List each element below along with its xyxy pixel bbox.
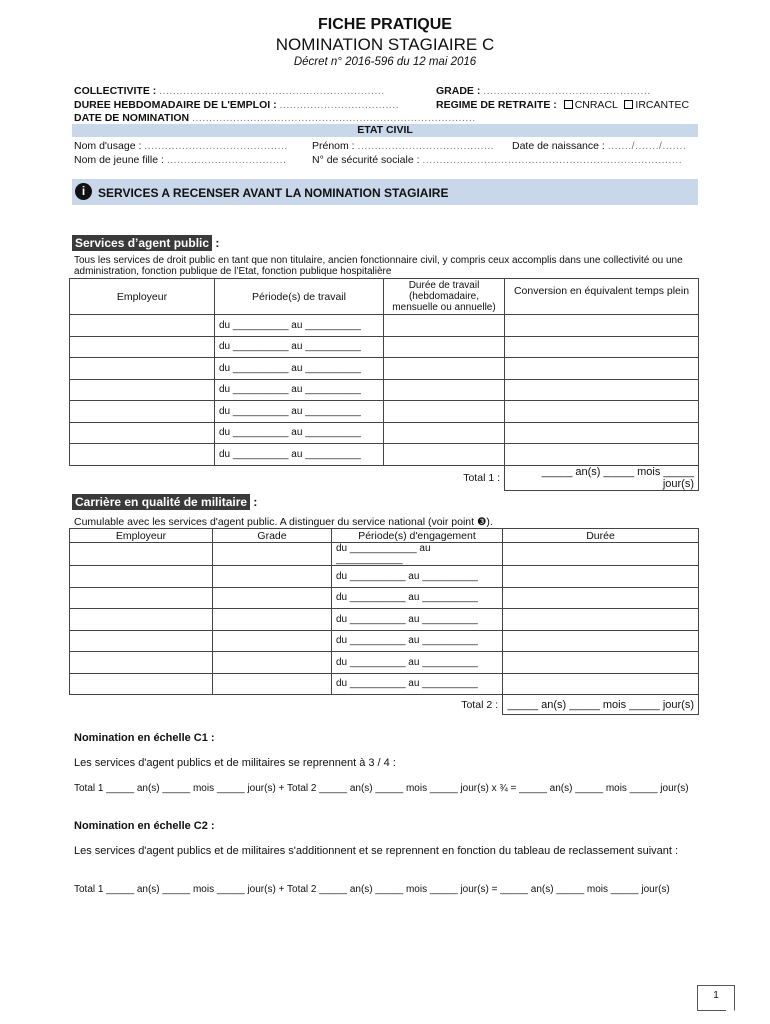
conversion-cell[interactable] [505,422,699,444]
duree-field[interactable] [74,99,399,111]
table-row [70,609,699,631]
nom-jeune-fille-dots: ................................... [166,154,287,166]
duree-cell[interactable] [503,587,699,609]
employeur-cell[interactable] [70,673,213,695]
grade-cell[interactable] [213,543,332,566]
grade-dots: ................................................. [483,85,651,97]
etat-civil-banner: ETAT CIVIL [72,124,698,137]
employeur-cell[interactable] [70,422,215,444]
duree-cell[interactable] [384,336,505,358]
c1-formula[interactable]: Total 1 _____ an(s) _____ mois _____ jour(s) + Total 2 _____ an(s) _____ mois _____ jour(s) x ¾ = _____ an(s) _____ mois _____ jour(s) [74,783,689,794]
employeur-cell[interactable] [70,379,215,401]
col-employeur: Employeur [70,279,215,315]
employeur-cell[interactable] [70,587,213,609]
agent-public-heading [72,236,219,250]
grade-label: GRADE : [436,85,481,97]
collectivite-label: COLLECTIVITE : [74,85,157,97]
duree-cell[interactable] [503,543,699,566]
grade-cell[interactable] [213,566,332,588]
table-row [70,673,699,695]
regime-field [436,99,689,111]
period-cell[interactable]: du __________ au __________ [215,422,384,444]
period-cell[interactable]: du __________ au __________ [332,587,503,609]
duree-cell[interactable] [384,358,505,380]
collectivite-field[interactable] [74,85,385,97]
grade-cell[interactable] [213,673,332,695]
page-number-box [697,985,735,1011]
prenom-field[interactable] [312,140,494,152]
page-subtitle: NOMINATION STAGIAIRE C [275,35,495,54]
prenom-dots: ........................................ [357,140,495,152]
nom-jeune-fille-field[interactable] [74,154,286,166]
secu-dots: ............................................................................ [422,154,683,166]
agent-public-header-row [70,279,699,315]
total2-value[interactable]: _____ an(s) _____ mois _____ jour(s) [503,695,699,715]
militaire-header-row [70,529,699,543]
date-naissance-value: ......./......./....... [607,140,687,152]
conversion-cell[interactable] [505,401,699,423]
services-banner [72,179,698,205]
agent-public-title: Services d’agent public [72,235,212,251]
employeur-cell[interactable] [70,358,215,380]
duree-cell[interactable] [384,401,505,423]
employeur-cell[interactable] [70,401,215,423]
table-row [70,444,699,466]
table-row [70,379,699,401]
duree-cell[interactable] [384,379,505,401]
date-nomination-label: DATE DE NOMINATION [74,112,190,124]
col-duree: Durée de travail (hebdomadaire, mensuelle ou annuelle) [384,279,505,315]
prenom-label: Prénom : [312,140,355,152]
employeur-cell[interactable] [70,543,213,566]
regime-label: REGIME DE RETRAITE : [436,99,557,111]
employeur-cell[interactable] [70,444,215,466]
period-cell[interactable]: du __________ au __________ [215,336,384,358]
conversion-cell[interactable] [505,444,699,466]
employeur-cell[interactable] [70,566,213,588]
employeur-cell[interactable] [70,630,213,652]
period-cell[interactable]: du __________ au __________ [332,609,503,631]
employeur-cell[interactable] [70,315,215,337]
employeur-cell[interactable] [70,609,213,631]
ircantec-checkbox[interactable] [624,100,633,109]
cnracl-checkbox[interactable] [564,100,573,109]
total2-row [70,695,699,715]
date-nomination-dots: ................................................................................... [192,112,476,124]
militaire-heading [72,495,257,509]
duree-dots: ................................... [279,99,400,111]
page-number: 1 [713,990,719,1001]
grade-field[interactable] [436,85,651,97]
date-naissance-label: Date de naissance : [512,140,605,152]
period-cell[interactable]: du ____________ au ____________ [332,543,503,566]
table-row [70,566,699,588]
period-cell[interactable]: du __________ au __________ [332,673,503,695]
total1-label: Total 1 : [384,465,505,490]
c2-title: Nomination en échelle C2 : [74,820,215,832]
period-cell[interactable]: du __________ au __________ [332,630,503,652]
total1-row [70,465,699,490]
duree-cell[interactable] [503,566,699,588]
total2-label: Total 2 : [332,695,503,715]
c1-text: Les services d'agent publics et de militaires se reprennent à 3 / 4 : [74,757,396,769]
duree-cell[interactable] [384,315,505,337]
col-m-periode: Période(s) d'engagement [332,529,503,543]
table-row [70,422,699,444]
decree-reference: Décret n° 2016-596 du 12 mai 2016 [293,56,477,68]
table-row [70,315,699,337]
conversion-cell[interactable] [505,315,699,337]
services-banner-text: SERVICES A RECENSER AVANT LA NOMINATION STAGIAIRE [98,186,449,200]
col-periode: Période(s) de travail [215,279,384,315]
table-row [70,543,699,566]
period-cell[interactable]: du __________ au __________ [332,652,503,674]
grade-cell[interactable] [213,609,332,631]
table-row [70,587,699,609]
nom-usage-field[interactable] [74,140,288,152]
info-circle-icon: i [75,183,92,200]
militaire-table [69,528,699,715]
date-nomination-field[interactable] [74,112,476,124]
secu-field[interactable] [312,154,682,166]
agent-public-description: Tous les services de droit public en tant que non titulaire, ancien fonctionnaire civil, y compris ceux accomplis dans une collectivité ou une administration, fonction publique de l’Etat, fonction publique hospitalière [74,255,683,277]
c2-formula[interactable]: Total 1 _____ an(s) _____ mois _____ jour(s) + Total 2 _____ an(s) _____ mois _____ jour(s) = _____ an(s) _____ mois _____ jour(s) [74,884,670,895]
conversion-cell[interactable] [505,358,699,380]
nom-usage-dots: .......................................... [144,140,288,152]
col-m-duree: Durée [503,529,699,543]
col-m-employeur: Employeur [70,529,213,543]
page-title: FICHE PRATIQUE [318,16,452,33]
agent-public-colon: : [215,236,220,250]
secu-label: N° de sécurité sociale : [312,154,420,166]
duree-cell[interactable] [384,422,505,444]
collectivite-dots: .................................................................. [159,85,385,97]
period-cell[interactable]: du __________ au __________ [215,379,384,401]
table-row [70,401,699,423]
period-cell[interactable]: du __________ au __________ [215,315,384,337]
period-cell[interactable]: du __________ au __________ [332,566,503,588]
table-row [70,630,699,652]
period-cell[interactable]: du __________ au __________ [215,444,384,466]
period-cell[interactable]: du __________ au __________ [215,401,384,423]
cnracl-label: CNRACL [574,99,618,111]
duree-cell[interactable] [384,444,505,466]
c2-text: Les services d'agent publics et de militaires s'additionnent et se reprennent en fonction du tableau de reclassement suivant : [74,845,679,857]
col-conversion: Conversion en équivalent temps plein [505,279,699,315]
date-naissance-field[interactable] [512,140,686,152]
grade-cell[interactable] [213,587,332,609]
period-cell[interactable]: du __________ au __________ [215,358,384,380]
duree-cell[interactable] [503,652,699,674]
agent-public-table [69,278,699,491]
employeur-cell[interactable] [70,336,215,358]
duree-cell[interactable] [503,673,699,695]
table-row [70,336,699,358]
conversion-cell[interactable] [505,336,699,358]
table-row [70,652,699,674]
militaire-colon: : [253,495,258,509]
ircantec-label: IRCANTEC [635,99,690,111]
duree-cell[interactable] [503,609,699,631]
c1-title: Nomination en échelle C1 : [74,732,215,744]
total1-value[interactable]: _____ an(s) _____ mois _____ jour(s) [505,465,699,490]
employeur-cell[interactable] [70,652,213,674]
table-row [70,358,699,380]
conversion-cell[interactable] [505,379,699,401]
nom-usage-label: Nom d'usage : [74,140,142,152]
page-corner-fold [726,1002,735,1011]
militaire-description: Cumulable avec les services d'agent public. A distinguer du service national (voir point ❸). [74,516,493,528]
nom-jeune-fille-label: Nom de jeune fille : [74,154,164,166]
duree-cell[interactable] [503,630,699,652]
militaire-title: Carrière en qualité de militaire [72,494,250,510]
duree-label: DUREE HEBDOMADAIRE DE L'EMPLOI : [74,99,277,111]
grade-cell[interactable] [213,652,332,674]
col-m-grade: Grade [213,529,332,543]
grade-cell[interactable] [213,630,332,652]
